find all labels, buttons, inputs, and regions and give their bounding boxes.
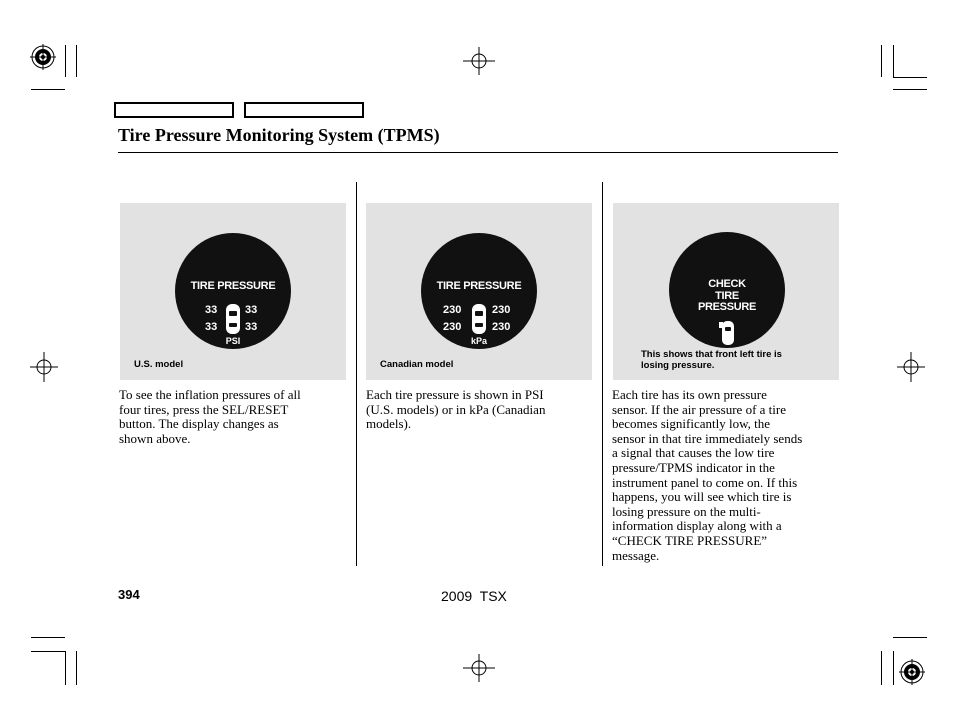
footer-model: 2009 TSX bbox=[441, 588, 507, 604]
registration-burst-icon bbox=[30, 44, 56, 70]
car-top-view-icon bbox=[224, 303, 242, 335]
panel-caption: losing pressure. bbox=[641, 360, 715, 371]
column-text-2 bbox=[366, 388, 592, 432]
panel-caption: Canadian model bbox=[380, 359, 454, 370]
registration-crosshair-icon bbox=[463, 47, 495, 75]
crop-line bbox=[893, 637, 927, 638]
pressure-rear-right: 33 bbox=[245, 321, 258, 333]
text-line: sensor. If the air pressure of a tire bbox=[612, 401, 786, 417]
crop-line bbox=[65, 45, 66, 77]
illustration-panel-us bbox=[120, 203, 346, 380]
text-line: To see the inflation pressures of all bbox=[119, 387, 301, 402]
crop-line bbox=[76, 651, 77, 685]
gauge-title: TIRE PRESSURE bbox=[436, 280, 522, 292]
pressure-front-right: 33 bbox=[245, 304, 258, 316]
crop-line bbox=[893, 45, 894, 77]
text-line: information display along with a bbox=[612, 518, 782, 534]
panel-caption: U.S. model bbox=[134, 359, 184, 370]
text-line: button. The display changes as bbox=[119, 416, 279, 432]
car-low-tire-icon bbox=[719, 319, 737, 345]
registration-crosshair-icon bbox=[463, 654, 495, 682]
crop-line bbox=[65, 651, 66, 685]
crop-line bbox=[31, 637, 65, 638]
text-line: happens, you will see which tire is bbox=[612, 489, 792, 505]
column-text-3 bbox=[612, 388, 838, 563]
registration-crosshair-icon bbox=[897, 352, 925, 382]
warning-line: CHECK bbox=[708, 278, 746, 290]
text-line: pressure/TPMS indicator in the bbox=[612, 459, 775, 475]
page-title: Tire Pressure Monitoring System (TPMS) bbox=[118, 125, 440, 145]
crop-line bbox=[31, 651, 65, 652]
text-line: Each tire has its own pressure bbox=[612, 387, 767, 402]
registration-crosshair-icon bbox=[30, 352, 58, 382]
crop-line bbox=[893, 89, 927, 90]
pressure-unit: kPa bbox=[470, 336, 487, 346]
text-line: a signal that causes the low tire bbox=[612, 445, 775, 461]
tire-pressure-display bbox=[421, 233, 537, 349]
pressure-rear-left: 33 bbox=[205, 321, 218, 333]
gauge-title: TIRE PRESSURE bbox=[190, 280, 276, 292]
warning-line: PRESSURE bbox=[697, 301, 757, 313]
registration-burst-icon bbox=[899, 659, 925, 685]
text-line: losing pressure on the multi- bbox=[612, 503, 761, 519]
column-divider bbox=[356, 182, 357, 566]
text-line: models). bbox=[366, 416, 412, 432]
text-line: four tires, press the SEL/RESET bbox=[119, 401, 289, 417]
warning-line: TIRE bbox=[715, 290, 739, 302]
section-tab-box bbox=[114, 102, 234, 118]
pressure-unit: PSI bbox=[225, 336, 241, 346]
pressure-rear-right: 230 bbox=[492, 321, 511, 333]
pressure-front-left: 230 bbox=[443, 304, 462, 316]
illustration-panel-warning bbox=[613, 203, 839, 380]
crop-line bbox=[76, 45, 77, 77]
text-line: (U.S. models) or in kPa (Canadian bbox=[366, 401, 546, 417]
check-tire-pressure-display bbox=[669, 232, 785, 348]
text-line: becomes significantly low, the bbox=[612, 416, 771, 432]
text-line: shown above. bbox=[119, 430, 191, 446]
pressure-front-right: 230 bbox=[492, 304, 511, 316]
car-top-view-icon bbox=[470, 303, 488, 335]
crop-line bbox=[893, 77, 927, 78]
tire-pressure-display bbox=[175, 233, 291, 349]
title-rule bbox=[118, 152, 838, 153]
section-tab-box bbox=[244, 102, 364, 118]
crop-line bbox=[881, 651, 882, 685]
pressure-front-left: 33 bbox=[205, 304, 218, 316]
text-line: “CHECK TIRE PRESSURE” bbox=[612, 532, 768, 548]
crop-line bbox=[893, 651, 894, 685]
column-divider bbox=[602, 182, 603, 566]
crop-line bbox=[31, 89, 65, 90]
text-line: instrument panel to come on. If this bbox=[612, 474, 798, 490]
text-line: message. bbox=[612, 547, 660, 563]
text-line: Each tire pressure is shown in PSI bbox=[366, 387, 544, 402]
crop-line bbox=[881, 45, 882, 77]
panel-caption: This shows that front left tire is bbox=[641, 349, 782, 360]
illustration-panel-canada bbox=[366, 203, 592, 380]
page-number: 394 bbox=[118, 587, 140, 602]
column-text-1 bbox=[119, 388, 345, 446]
pressure-rear-left: 230 bbox=[443, 321, 462, 333]
text-line: sensor in that tire immediately sends bbox=[612, 430, 803, 446]
